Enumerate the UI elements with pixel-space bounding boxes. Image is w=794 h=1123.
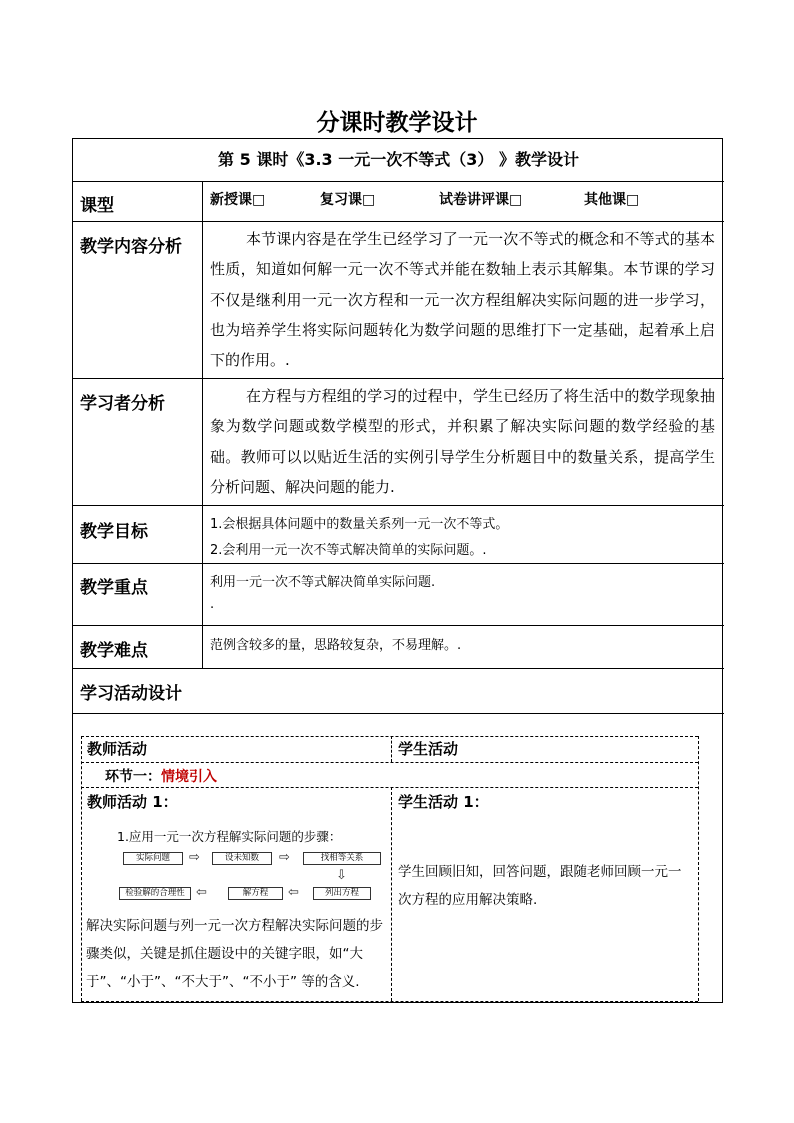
objective-2: 2.会利用一元一次不等式解决简单的实际问题。. <box>210 543 487 558</box>
student-activity-1-title: 学生活动 1： <box>398 793 489 811</box>
stage-name: 情境引入 <box>161 769 217 785</box>
objective-1: 1.会根据具体问题中的数量关系列一元一次不等式。 <box>210 517 509 532</box>
option-new-lesson[interactable]: 新授课□ <box>210 192 266 208</box>
flow-step-write-equation: 列出方程 <box>313 887 371 900</box>
stage-prefix: 环节一： <box>105 769 161 785</box>
page-title: 分课时教学设计 <box>316 109 478 136</box>
option-other-lesson[interactable]: 其他课□ <box>584 192 640 208</box>
flow-step-check-solution: 检验解的合理性 <box>119 887 191 900</box>
lesson-plan-table <box>72 138 723 1003</box>
student-activity-header: 学生活动 <box>398 740 459 758</box>
flow-step-actual-problem: 实际问题 <box>123 852 183 865</box>
difficulties-text: 范例含较多的量，思路较复杂，不易理解。. <box>210 638 462 653</box>
teacher-activity-text: 解决实际问题与列一元一次方程解决实际问题的步骤类似，关键是抓住题设中的关键字眼，如“大于”、“小于”、“不大于”、“不小于” 等的含义. <box>86 918 383 990</box>
content-analysis-text: 本节课内容是在学生已经学习了一元一次不等式的概念和不等式的基本性质，知道如何解一元一次不等式并能在数轴上表示其解集。本节课的学习不仅是继利用一元一次方程和一元一次方程组解决实际问题的进一步学习，也为培养学生将实际问题转化为数学问题的思维打下一定基础，起着承上启下的作用。. <box>210 230 715 370</box>
content-analysis-label: 教学内容分析 <box>80 237 182 257</box>
lesson-type-label: 课型 <box>80 196 114 216</box>
flow-arrow-left-icon: ⇦ <box>196 885 207 900</box>
flow-arrow-down-icon: ⇩ <box>336 868 347 883</box>
learner-analysis-label: 学习者分析 <box>80 394 165 414</box>
steps-intro: 1.应用一元一次方程解实际问题的步骤： <box>117 829 342 844</box>
stage-heading <box>105 766 217 786</box>
teacher-activity-1-title: 教师活动 1： <box>87 793 178 811</box>
option-review-lesson[interactable]: 复习课□ <box>320 192 376 208</box>
flow-arrow-right-icon: ⇨ <box>279 850 290 865</box>
learner-analysis-text: 在方程与方程组的学习的过程中，学生已经历了将生活中的数学现象抽象为数学问题或数学模型的形式，并积累了解决实际问题的数学经验的基础。教师可以以贴近生活的实例引导学生分析题目中的数量关系，提高学生分析问题、解决问题的能力. <box>210 387 715 496</box>
flow-arrow-right-icon: ⇨ <box>189 850 200 865</box>
key-points-text: 利用一元一次不等式解决简单实际问题. <box>210 575 436 590</box>
option-test-review-lesson[interactable]: 试卷讲评课□ <box>439 192 523 208</box>
teacher-activity-header: 教师活动 <box>87 740 148 758</box>
student-activity-text: 学生回顾旧知，回答问题，跟随老师回顾一元一次方程的应用解决策略. <box>398 864 682 908</box>
flow-step-solve-equation: 解方程 <box>228 887 283 900</box>
flow-step-set-unknown: 设未知数 <box>212 852 272 865</box>
key-points-label: 教学重点 <box>80 578 148 598</box>
flow-arrow-left-icon: ⇦ <box>288 885 299 900</box>
key-points-text-2: . <box>210 597 215 612</box>
difficulties-label: 教学难点 <box>80 641 148 661</box>
objectives-label: 教学目标 <box>80 522 148 542</box>
lesson-title: 第 5 课时《3.3 一元一次不等式（3） 》教学设计 <box>218 150 579 169</box>
flow-step-find-relation: 找相等关系 <box>303 852 381 865</box>
activity-design-label: 学习活动设计 <box>80 684 182 704</box>
